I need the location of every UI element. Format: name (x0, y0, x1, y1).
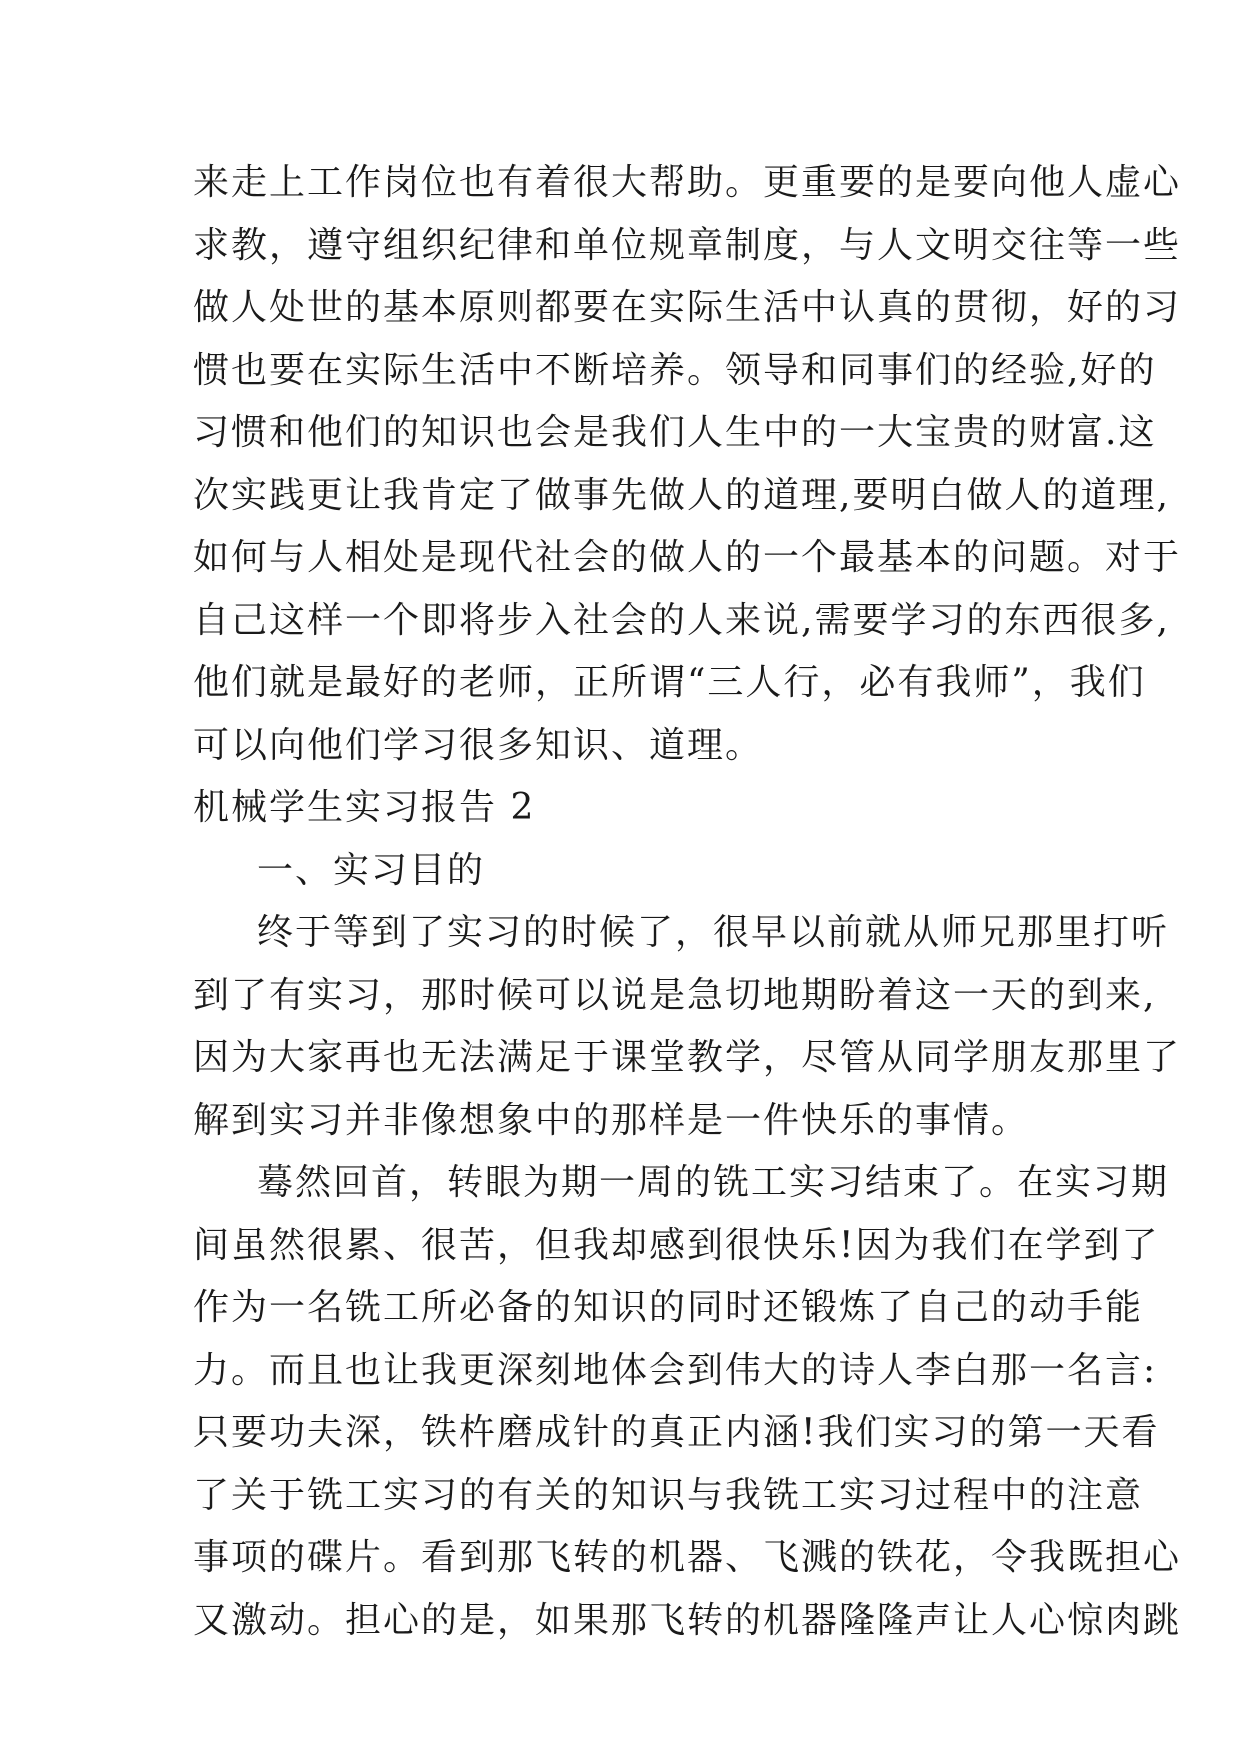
text-line: 因为大家再也无法满足于课堂教学，尽管从同学朋友那里了 (193, 1037, 1182, 1078)
text-line: 事项的碟片。看到那飞转的机器、飞溅的铁花，令我既担心 (193, 1537, 1182, 1578)
text-line: 又激动。担心的是，如果那飞转的机器隆隆声让人心惊肉跳 (193, 1599, 1182, 1641)
section-heading: 机械学生实习报告 2 (193, 787, 536, 828)
text-line: 求教，遵守组织纪律和单位规章制度，与人文明交往等一些 (193, 224, 1182, 266)
text-line: 蓦然回首，转眼为期一周的铣工实习结束了。在实习期 (257, 1162, 1170, 1203)
text-line: 来走上工作岗位也有着很大帮助。更重要的是要向他人虚心 (193, 162, 1182, 203)
text-line: 了关于铣工实习的有关的知识与我铣工实习过程中的注意 (193, 1474, 1144, 1516)
document-body (193, 152, 1182, 1652)
text-line: 解到实习并非像想象中的那样是一件快乐的事情。 (193, 1099, 1030, 1141)
text-line: 他们就是最好的老师，正所谓“三人行，必有我师”，我们 (193, 662, 1146, 703)
text-line: 可以向他们学习很多知识、道理。 (193, 724, 764, 766)
text-line: 力。而且也让我更深刻地体会到伟大的诗人李白那一名言: (193, 1349, 1158, 1391)
text-line: 作为一名铣工所必备的知识的同时还锻炼了自己的动手能 (193, 1287, 1144, 1328)
text-line: 间虽然很累、很苦，但我却感到很快乐!因为我们在学到了 (193, 1224, 1160, 1266)
text-line: 自己这样一个即将步入社会的人来说,需要学习的东西很多, (193, 599, 1170, 641)
text-line: 惯也要在实际生活中不断培养。领导和同事们的经验,好的 (193, 349, 1157, 391)
text-line: 习惯和他们的知识也会是我们人生中的一大宝贵的财富.这 (193, 412, 1157, 453)
text-line: 次实践更让我肯定了做事先做人的道理,要明白做人的道理, (193, 474, 1170, 516)
subsection-heading: 一、实习目的 (257, 849, 486, 891)
text-line: 只要功夫深，铁杵磨成针的真正内涵!我们实习的第一天看 (193, 1412, 1160, 1453)
text-line: 做人处世的基本原则都要在实际生活中认真的贯彻，好的习 (193, 287, 1182, 328)
text-line: 如何与人相处是现代社会的做人的一个最基本的问题。对于 (193, 537, 1182, 578)
text-line: 终于等到了实习的时候了，很早以前就从师兄那里打听 (257, 912, 1170, 953)
text-line: 到了有实习，那时候可以说是急切地期盼着这一天的到来, (193, 974, 1157, 1016)
